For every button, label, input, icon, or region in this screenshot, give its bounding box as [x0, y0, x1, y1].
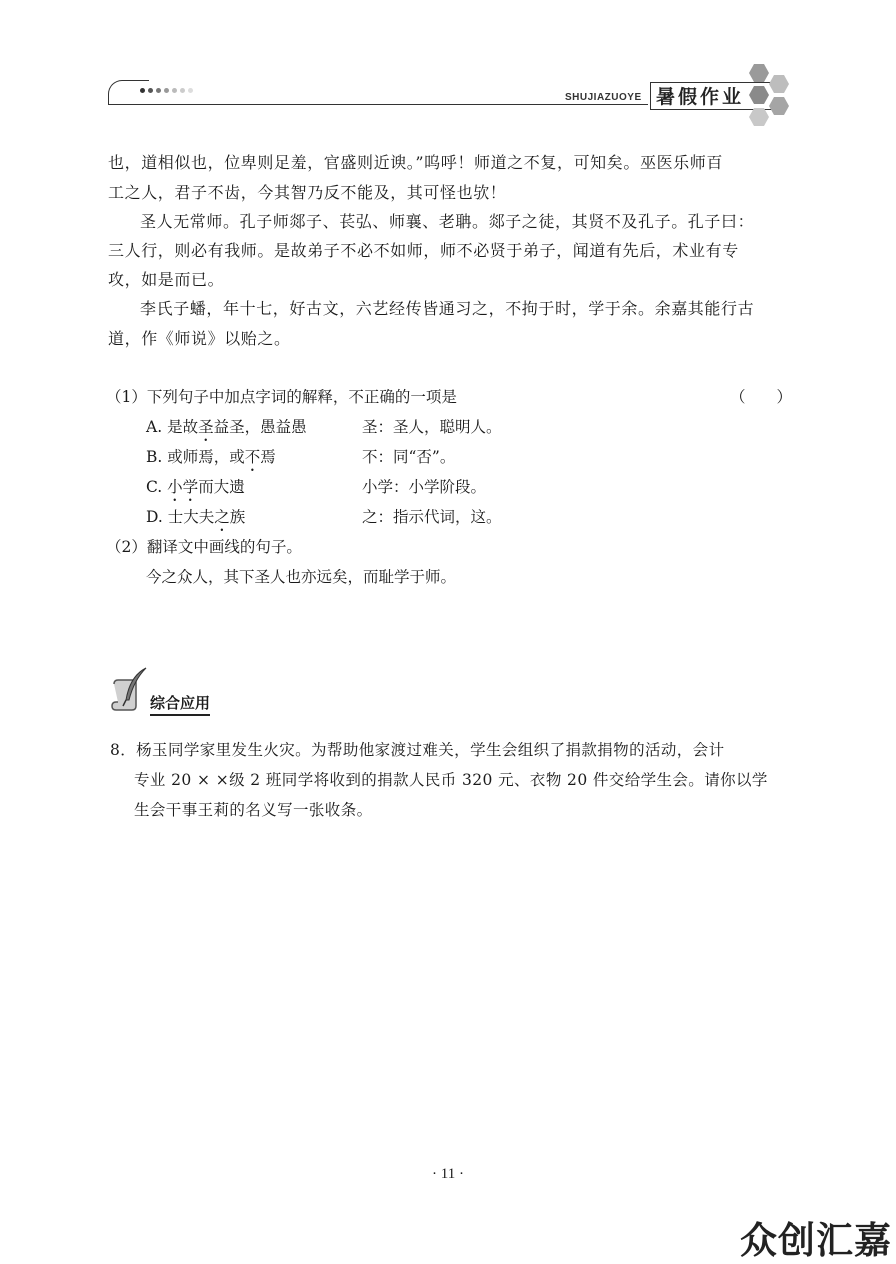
header-rule — [108, 104, 648, 105]
option-a-explanation: 圣：圣人，聪明人。 — [362, 418, 502, 436]
quill-scroll-icon — [110, 666, 150, 714]
answer-blank[interactable]: （ ） — [730, 388, 793, 406]
option-letter: A. — [146, 418, 163, 436]
option-d-explanation: 之：指示代词，这。 — [362, 508, 502, 526]
dotted-word: 圣 — [198, 418, 214, 436]
section-title: 综合应用 — [150, 692, 210, 716]
question-8-line: 8．杨玉同学家里发生火灾。为帮助他家渡过难关，学生会组织了捐款捐物的活动，会计 — [110, 741, 725, 759]
question-2-stem: （2）翻译文中画线的句子。 — [106, 538, 302, 556]
header-dots-decoration — [140, 78, 196, 97]
passage-line: 李氏子蟠，年十七，好古文，六艺经传皆通习之，不拘于时，学于余。余嘉其能行古 — [140, 299, 755, 318]
dotted-word: 不 — [244, 448, 261, 466]
passage-line: 圣人无常师。孔子师郯子、苌弘、师襄、老聃。郯子之徒，其贤不及孔子。孔子曰： — [140, 212, 755, 231]
watermark-text: 众创汇嘉 — [740, 1219, 892, 1262]
passage-line: 三人行，则必有我师。是故弟子不必不如师，师不必贤于弟子，闻道有先后，术业有专 — [108, 241, 739, 260]
header-latin-label: SHUJIAZUOYE — [565, 92, 642, 103]
dotted-word: 之 — [214, 508, 230, 526]
option-b-explanation: 不：同“否”。 — [362, 448, 456, 466]
passage-line: 道，作《师说》以贻之。 — [108, 329, 291, 348]
option-b: B. 或师焉，或不焉 — [146, 448, 276, 466]
option-c-explanation: 小学：小学阶段。 — [362, 478, 487, 496]
option-letter: D. — [146, 508, 163, 526]
question-8-line: 生会干事王莉的名义写一张收条。 — [134, 801, 373, 819]
dotted-word: 小学 — [167, 478, 199, 496]
header-title: 暑假作业 — [656, 86, 745, 108]
passage-line: 也，道相似也，位卑则足羞，官盛则近谀。”呜呼！师道之不复，可知矣。巫医乐师百 — [108, 153, 723, 172]
option-c: C. 小学而大遗 — [146, 478, 245, 496]
passage-line: 攻，如是而已。 — [108, 270, 225, 289]
question-8-line: 专业 20 × ×级 2 班同学将收到的捐款人民币 320 元、衣物 20 件交给学生会。请你以学 — [134, 771, 768, 789]
passage-line: 工之人，君子不齿，今其智乃反不能及，其可怪也欤！ — [108, 183, 507, 202]
option-d: D. 士大夫之族 — [146, 508, 246, 526]
page-number: · 11 · — [432, 1166, 464, 1182]
option-letter: C. — [146, 478, 163, 496]
hexagon-decoration-icon — [740, 62, 796, 134]
option-a: A. 是故圣益圣，愚益愚 — [146, 418, 307, 436]
question-2-sentence: 今之众人，其下圣人也亦远矣，而耻学于师。 — [146, 568, 457, 586]
question-1-stem: （1）下列句子中加点字词的解释，不正确的一项是 — [106, 388, 457, 406]
option-letter: B. — [146, 448, 163, 466]
